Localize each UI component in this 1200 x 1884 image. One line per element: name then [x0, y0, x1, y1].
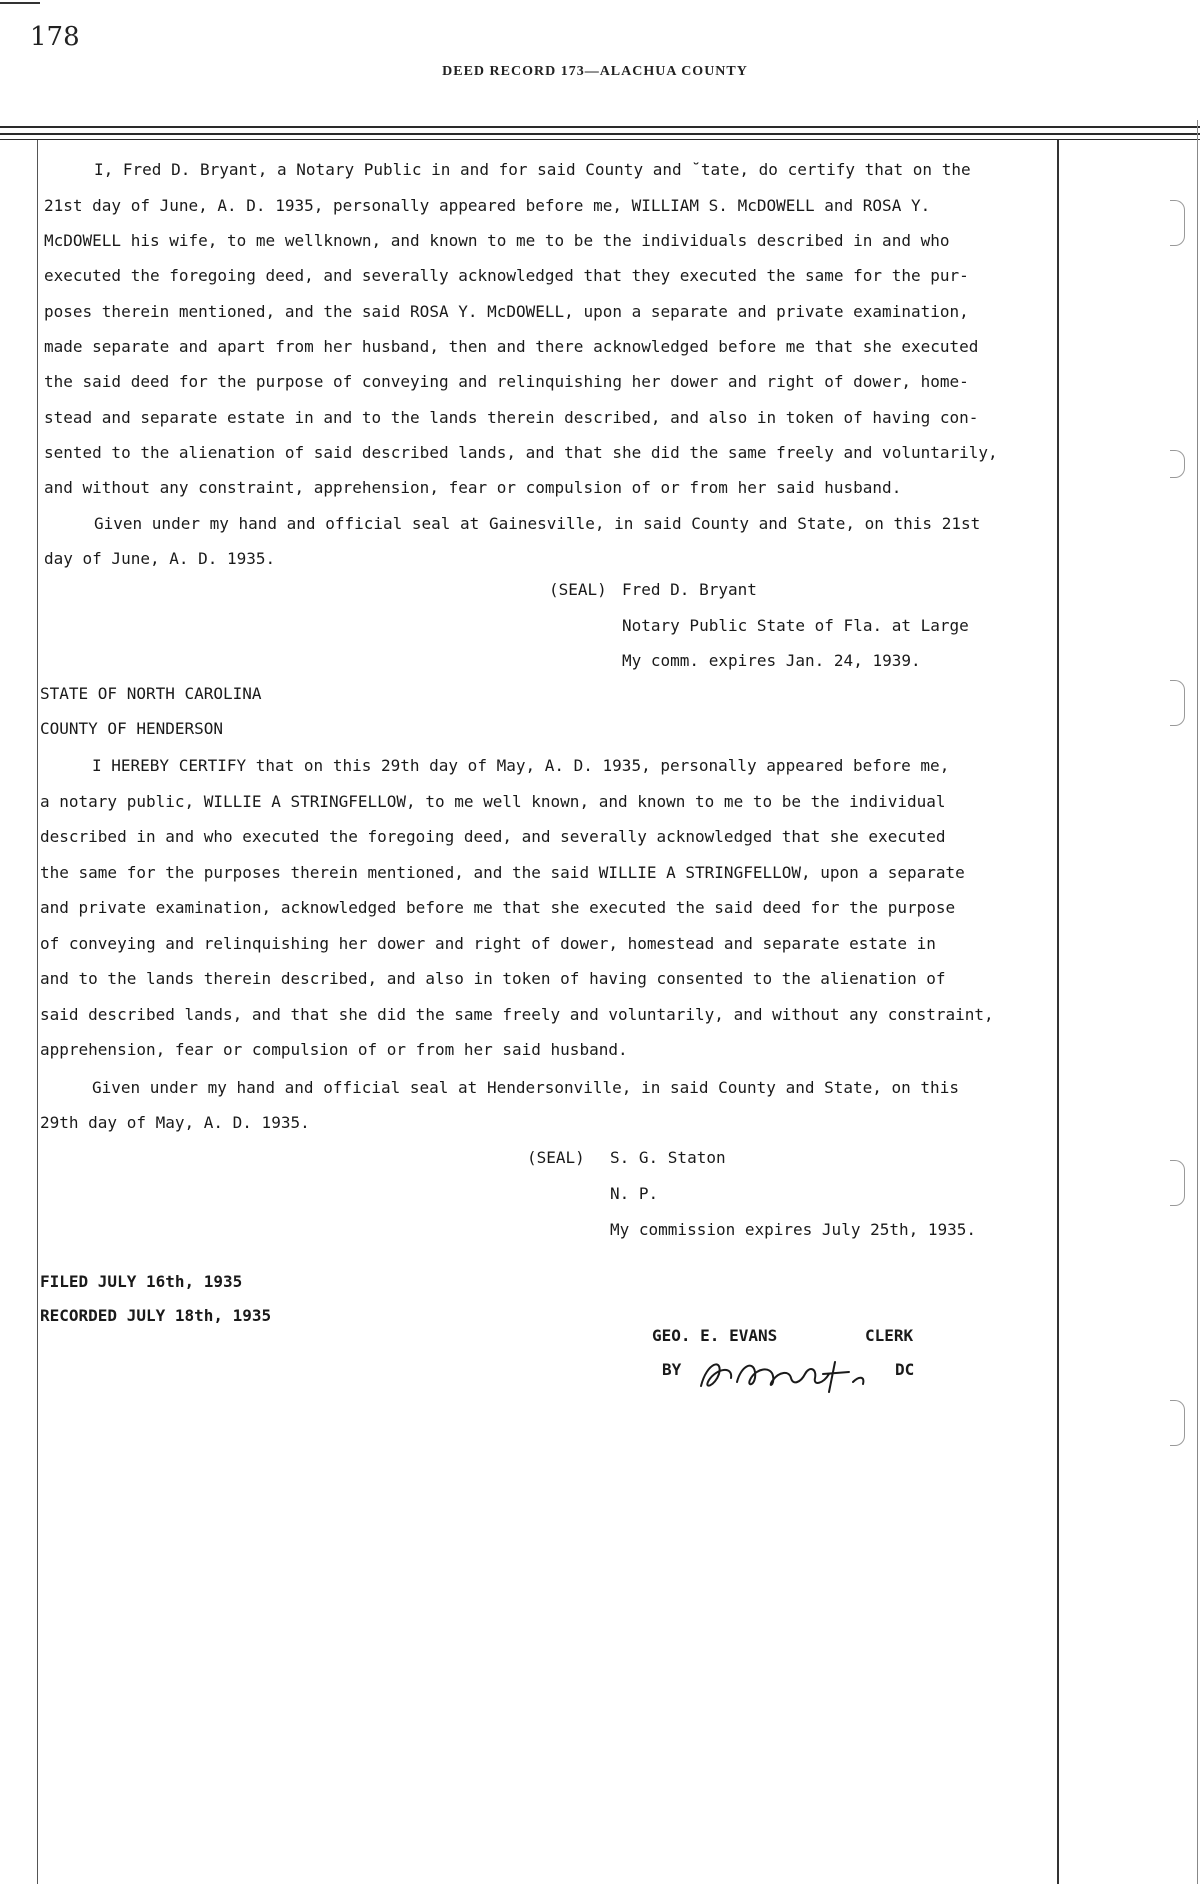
- seal-label: (SEAL): [549, 580, 607, 599]
- header-rule: [0, 126, 1200, 128]
- text-line: said described lands, and that she did the same freely and voluntarily, and without any constraint,: [40, 1005, 994, 1024]
- corner-rule: [0, 2, 40, 4]
- text-line: executed the foregoing deed, and severally acknowledged that they executed the same for the pur-: [44, 266, 969, 285]
- binder-hole-mark: [1170, 1400, 1185, 1446]
- recorded-date: RECORDED JULY 18th, 1935: [40, 1306, 272, 1325]
- binder-hole-mark: [1170, 200, 1185, 246]
- text-line: the said deed for the purpose of conveying and relinquishing her dower and right of dower, home-: [44, 372, 969, 391]
- text-line: stead and separate estate in and to the lands therein described, and also in token of having con-: [44, 408, 979, 427]
- text-line: Given under my hand and official seal at Hendersonville, in said County and State, on this: [92, 1078, 959, 1097]
- deputy-handwritten-signature: [693, 1352, 893, 1396]
- binder-hole-mark: [1170, 450, 1185, 478]
- text-line: day of June, A. D. 1935.: [44, 549, 276, 568]
- clerk-name: GEO. E. EVANS: [652, 1326, 778, 1345]
- notary-title: Notary Public State of Fla. at Large: [622, 616, 969, 635]
- text-line: 29th day of May, A. D. 1935.: [40, 1113, 310, 1132]
- text-line: made separate and apart from her husband, then and there acknowledged before me that she executed: [44, 337, 979, 356]
- text-line: and to the lands therein described, and also in token of having consented to the alienation of: [40, 969, 946, 988]
- text-line: 21st day of June, A. D. 1935, personally appeared before me, WILLIAM S. McDOWELL and ROSA Y.: [44, 196, 931, 215]
- by-label: BY: [662, 1360, 682, 1379]
- text-line: described in and who executed the foregoing deed, and severally acknowledged that she executed: [40, 827, 946, 846]
- binder-hole-mark: [1170, 1160, 1185, 1206]
- filed-date: FILED JULY 16th, 1935: [40, 1272, 243, 1291]
- text-line: apprehension, fear or compulsion of or from her said husband.: [40, 1040, 628, 1059]
- right-margin-line: [1057, 140, 1059, 1884]
- header-rule: [0, 139, 1200, 140]
- header-rule: [0, 133, 1200, 135]
- text-line: McDOWELL his wife, to me wellknown, and known to me to be the individuals described in and who: [44, 231, 950, 250]
- text-line: the same for the purposes therein mentioned, and the said WILLIE A STRINGFELLOW, upon a separate: [40, 863, 965, 882]
- text-line: I, Fred D. Bryant, a Notary Public in and for said County and ˘tate, do certify that on the: [94, 160, 971, 179]
- notary-signature: Fred D. Bryant: [622, 580, 757, 599]
- clerk-title: CLERK: [865, 1326, 914, 1345]
- text-line: poses therein mentioned, and the said ROSA Y. McDOWELL, upon a separate and private examination,: [44, 302, 969, 321]
- page-header-title: DEED RECORD 173—ALACHUA COUNTY: [442, 64, 748, 79]
- page-number: 178: [30, 22, 80, 52]
- deputy-clerk-suffix: DC: [895, 1360, 915, 1379]
- page-edge-line: [1197, 120, 1198, 1884]
- notary-title: N. P.: [610, 1184, 659, 1203]
- text-line: sented to the alienation of said described lands, and that she did the same freely and voluntarily,: [44, 443, 998, 462]
- text-line: Given under my hand and official seal at Gainesville, in said County and State, on this 21st: [94, 514, 981, 533]
- commission-expiry: My commission expires July 25th, 1935.: [610, 1220, 977, 1239]
- text-line: a notary public, WILLIE A STRINGFELLOW, to me well known, and known to me to be the individual: [40, 792, 946, 811]
- commission-expiry: My comm. expires Jan. 24, 1939.: [622, 651, 921, 670]
- venue-county: COUNTY OF HENDERSON: [40, 719, 224, 738]
- text-line: of conveying and relinquishing her dower and right of dower, homestead and separate estate in: [40, 934, 936, 953]
- text-line: and without any constraint, apprehension, fear or compulsion of or from her said husband.: [44, 478, 902, 497]
- text-line: I HEREBY CERTIFY that on this 29th day of May, A. D. 1935, personally appeared before me,: [92, 756, 950, 775]
- seal-label: (SEAL): [527, 1148, 585, 1167]
- left-margin-line: [37, 140, 38, 1884]
- notary-signature: S. G. Staton: [610, 1148, 726, 1167]
- binder-hole-mark: [1170, 680, 1185, 726]
- text-line: and private examination, acknowledged before me that she executed the said deed for the purpose: [40, 898, 956, 917]
- venue-state: STATE OF NORTH CAROLINA: [40, 684, 262, 703]
